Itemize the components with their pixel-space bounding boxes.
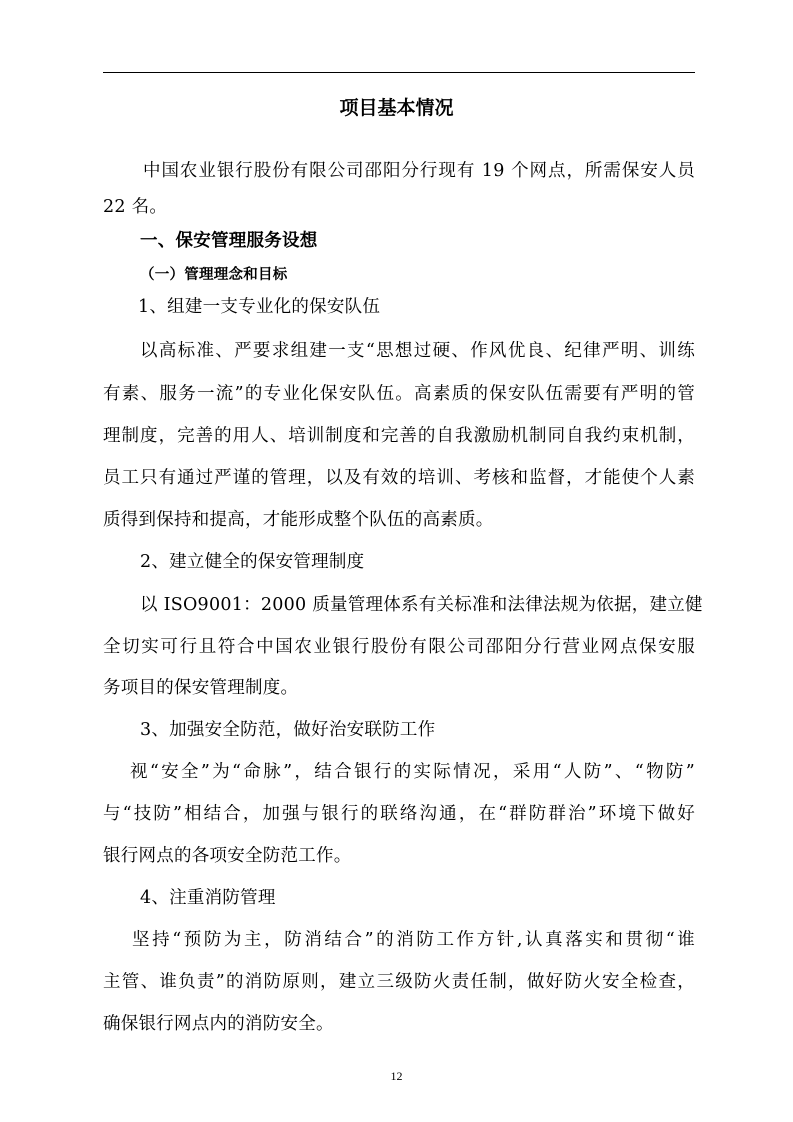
- item-4-line-2: 主管、谁负责”的消防原则，建立三级防火责任制，做好防火安全检查，: [103, 972, 695, 992]
- item-1-line-5: 质得到保持和提高，才能形成整个队伍的高素质。: [103, 510, 494, 530]
- intro-line-2: 22 名。: [103, 197, 168, 217]
- item-3-line-1: 视“安全”为“命脉”，结合银行的实际情况，采用“人防”、“物防”: [130, 762, 695, 782]
- page-number: 12: [390, 1069, 403, 1083]
- item-1-heading: 1、组建一支专业化的保安队伍: [138, 297, 381, 317]
- item-1-line-4: 员工只有通过严谨的管理，以及有效的培训、考核和监督，才能使个人素: [103, 468, 695, 488]
- item-2-line-3: 务项目的保安管理制度。: [103, 678, 299, 698]
- item-1-line-1: 以高标准、严要求组建一支“思想过硬、作风优良、纪律严明、训练: [140, 341, 695, 361]
- item-3-line-3: 银行网点的各项安全防范工作。: [103, 846, 352, 866]
- item-4-line-1: 坚持“预防为主，防消结合”的消防工作方针,认真落实和贯彻“谁: [132, 930, 695, 950]
- subsection-heading: （一）管理理念和目标: [140, 267, 288, 283]
- item-4-heading: 4、注重消防管理: [140, 888, 276, 908]
- item-1-line-2: 有素、服务一流”的专业化保安队伍。高素质的保安队伍需要有严明的管: [103, 384, 695, 404]
- item-3-heading: 3、加强安全防范，做好治安联防工作: [140, 720, 436, 740]
- intro-line-1: 中国农业银行股份有限公司邵阳分行现有 19 个网点，所需保安人员: [143, 161, 695, 181]
- section-heading: 一、保安管理服务设想: [140, 231, 318, 251]
- header-rule: [103, 72, 695, 73]
- item-3-line-2: 与“技防”相结合，加强与银行的联络沟通，在“群防群治”环境下做好: [103, 804, 695, 824]
- item-2-line-1: 以 ISO9001：2000 质量管理体系有关标准和法律法规为依据，建立健: [140, 595, 703, 615]
- page-title: 项目基本情况: [339, 97, 454, 119]
- item-4-line-3: 确保银行网点内的消防安全。: [103, 1014, 334, 1034]
- item-1-line-3: 理制度，完善的用人、培训制度和完善的自我激励机制同自我约束机制，: [103, 426, 695, 446]
- item-2-line-2: 全切实可行且符合中国农业银行股份有限公司邵阳分行营业网点保安服: [103, 637, 695, 657]
- item-2-heading: 2、建立健全的保安管理制度: [140, 552, 365, 572]
